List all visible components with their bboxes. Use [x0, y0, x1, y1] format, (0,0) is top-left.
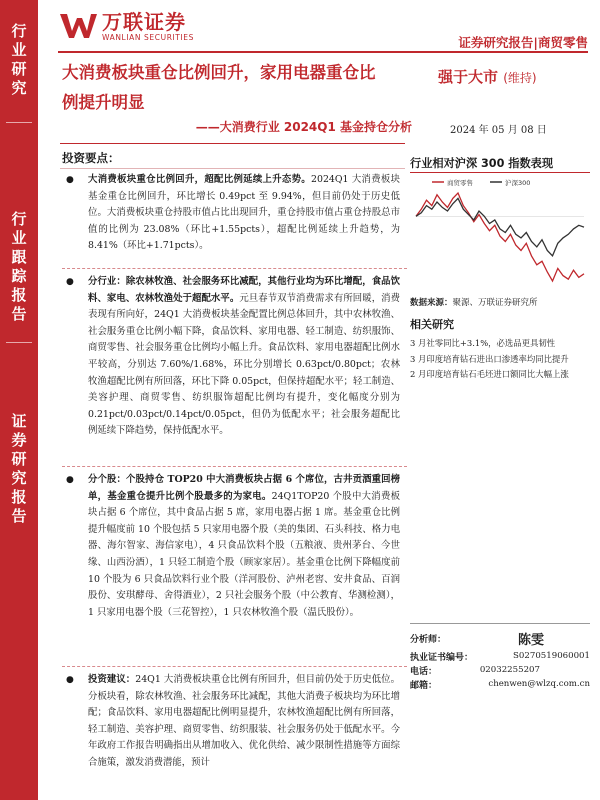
side-label-char: 研 [11, 450, 27, 468]
performance-chart [410, 175, 590, 287]
data-source-label: 数据来源： [410, 298, 453, 308]
brand-name-cn: 万联证券 [102, 9, 186, 34]
side-label-char: 行 [11, 22, 27, 40]
bullet-text: 2024Q1 大消费板块基金重仓比例回升，环比增长 0.49pct 至 9.94%，但目前仍处于历史低位。大消费板块重仓持股市值占比出现回升，重仓持股市值占重仓持股总市值的比例为 23.08%（环比+1.55pcts），超配比例延续上升趋势，为 8.41%（环比+1.71pcts）。 [88, 174, 400, 252]
side-label-securities-report [0, 412, 38, 526]
side-label-char: 业 [11, 229, 27, 247]
legend-label: 商贸零售 [447, 179, 473, 187]
bullet-divider [62, 268, 407, 269]
side-label-char: 究 [11, 79, 27, 97]
side-label-char: 报 [11, 488, 27, 506]
analyst-rule [410, 623, 590, 624]
brand-w-icon [58, 11, 98, 41]
bullet-lead: 投资建议： [88, 674, 136, 685]
phone-number: 02032255207 [479, 665, 540, 675]
analyst-name: 陈雯 [517, 632, 544, 648]
chart-rule [410, 172, 590, 173]
related-link[interactable]: 2 月印度培育钻石毛坯进口额同比大幅上涨 [410, 369, 569, 379]
license-label: 执业证书编号： [410, 652, 474, 663]
phone-label: 电话： [410, 666, 438, 677]
related-heading: 相关研究 [410, 318, 454, 331]
side-label-char: 究 [11, 469, 27, 487]
side-label-char: 告 [11, 305, 27, 323]
side-label-char: 券 [11, 431, 27, 449]
bullet-dot-icon: ● [66, 675, 74, 685]
bullet-divider [62, 466, 407, 467]
bullet-text: 24Q1TOP20 个股中大消费板块占据 6 个席位，其中食品占据 5 席，家用电器占据 1 席。基金重仓比例提升幅度前 10 个股包括 5 只家用电器个股（美的集团、石头科技、格力电器、海尔智家、海信家电），4 只食品饮料个股（五粮液、贵州茅台、今世缘、山西汾酒），1 只轻工制造个股（顾家家居）。基金重仓比例下降幅度前 10 个股为 6 只食品饮料行业个股（洋河股份、泸州老窖、安井食品、百润股份、安琪酵母、舍得酒业），2 只社会服务个股（中公教育、华测检测），1 只家用电器个股（三花智控），1 只农林牧渔个股（温氏股份）。 [88, 490, 400, 618]
side-label-industry-research [0, 22, 38, 98]
header-rule [58, 51, 588, 53]
data-source [410, 296, 538, 308]
chart-title: 行业相对沪深 300 指数表现 [410, 157, 554, 170]
bullet-lead: 分个股：个股持仓 TOP20 中大消费板块占据 6 个席位，古井贡酒重回榜单，基金重仓提升比例个股最多的为家电。 [88, 474, 400, 502]
related-list [410, 336, 592, 383]
rating-main: 强于大市 [438, 68, 499, 86]
summary-bullet [66, 472, 400, 621]
bullet-divider [62, 666, 407, 667]
legend-label: 沪深300 [505, 179, 531, 187]
side-label-char: 业 [11, 41, 27, 59]
summary-heading: 投资要点： [62, 151, 120, 165]
side-label-char: 研 [11, 60, 27, 78]
data-source-text: 聚源、万联证券研究所 [452, 298, 538, 308]
related-link[interactable]: 3 月印度培育钻石进出口渗透率均同比提升 [410, 353, 569, 364]
brand-logo [58, 8, 194, 44]
report-title [62, 58, 412, 118]
license-number: S0270519060001 [513, 651, 590, 661]
email-address[interactable]: chenwen@wlzq.com.cn [488, 679, 590, 689]
report-category: 证券研究报告|商贸零售 [458, 35, 588, 50]
bullet-lead: 分行业：除农林牧渔、社会服务环比减配，其他行业均为环比增配，食品饮料、家电、农林牧渔处于超配水平。 [88, 276, 400, 304]
section-rule [60, 143, 405, 144]
report-date: 2024 年 05 月 08 日 [450, 125, 547, 136]
bullet-text: 元旦春节双节消费需求有所回暖，消费表现有所向好，24Q1 大消费板块基金配置比例总体回升，其中农林牧渔、社会服务重仓比例小幅下降，食品饮料、家用电器、轻工制造、纺织服饰、商贸零售、社会服务重仓比例均小幅上升。食品饮料、家用电器超配比例水平较高，分别达 7.60%/1.68%，环比分别增长 0.63pct/0.80pct；农林牧渔超配比例有所回落，环比下降 0.05pct，但保持超配水平；轻工制造、美容护理、商贸零售、纺织服饰超配比例均有提升，变化幅度分别为 0.21pct/0.03pct/0.14pct/0.05pct，但仍为低配水平；社会服务超配比例延续下降趋势，保持低配水平。 [88, 292, 400, 437]
side-band [0, 0, 38, 800]
bullet-dot-icon: ● [66, 277, 74, 287]
side-label-tracking-report [0, 210, 38, 324]
side-label-char: 跟 [11, 248, 27, 266]
analyst-card [410, 627, 592, 691]
report-subtitle: ——大消费行业 2024Q1 基金持仓分析 [195, 120, 412, 134]
email-label: 邮箱： [410, 680, 438, 691]
side-separator [6, 342, 32, 343]
side-label-char: 踪 [11, 267, 27, 285]
rating [438, 66, 537, 87]
bullet-dot-icon: ● [66, 475, 74, 485]
side-label-char: 告 [11, 507, 27, 525]
side-label-char: 行 [11, 210, 27, 228]
related-link[interactable]: 3 月社零同比+3.1%，必选品更具韧性 [410, 338, 556, 348]
side-label-char: 报 [11, 286, 27, 304]
bullet-lead: 大消费板块重仓比例回升，超配比例延续上升态势。 [88, 174, 312, 185]
report-title-line: 例提升明显 [62, 93, 145, 112]
analyst-name-label: 分析师： [410, 634, 447, 645]
report-title-line: 大消费板块重仓比例回升，家用电器重仓比 [62, 63, 376, 82]
bullet-text: 24Q1 大消费板块重仓比例有所回升，但目前仍处于历史低位。分板块看，除农林牧渔、社会服务环比减配，其他大消费子板块均为环比增配；食品饮料、家用电器超配比例明显提升，农林牧渔超配比例有所回落，轻工制造、美容护理、商贸零售、纺织服装、社会服务仍处于低配水平。今年政府工作报告明确指出从增加收入、优化供给、减少限制性措施等方面综合施策，激发消费潜能，预计 [88, 674, 400, 768]
summary-bullet [66, 274, 400, 440]
side-label-char: 证 [11, 412, 27, 430]
section-rule [60, 168, 405, 169]
rating-sub: (维持) [503, 71, 537, 85]
bullet-dot-icon: ● [66, 175, 74, 185]
summary-bullet [66, 672, 400, 772]
side-separator [6, 122, 32, 123]
brand-name-en: WANLIAN SECURITIES [102, 32, 195, 42]
series-line [416, 198, 584, 256]
summary-bullet [66, 172, 400, 255]
